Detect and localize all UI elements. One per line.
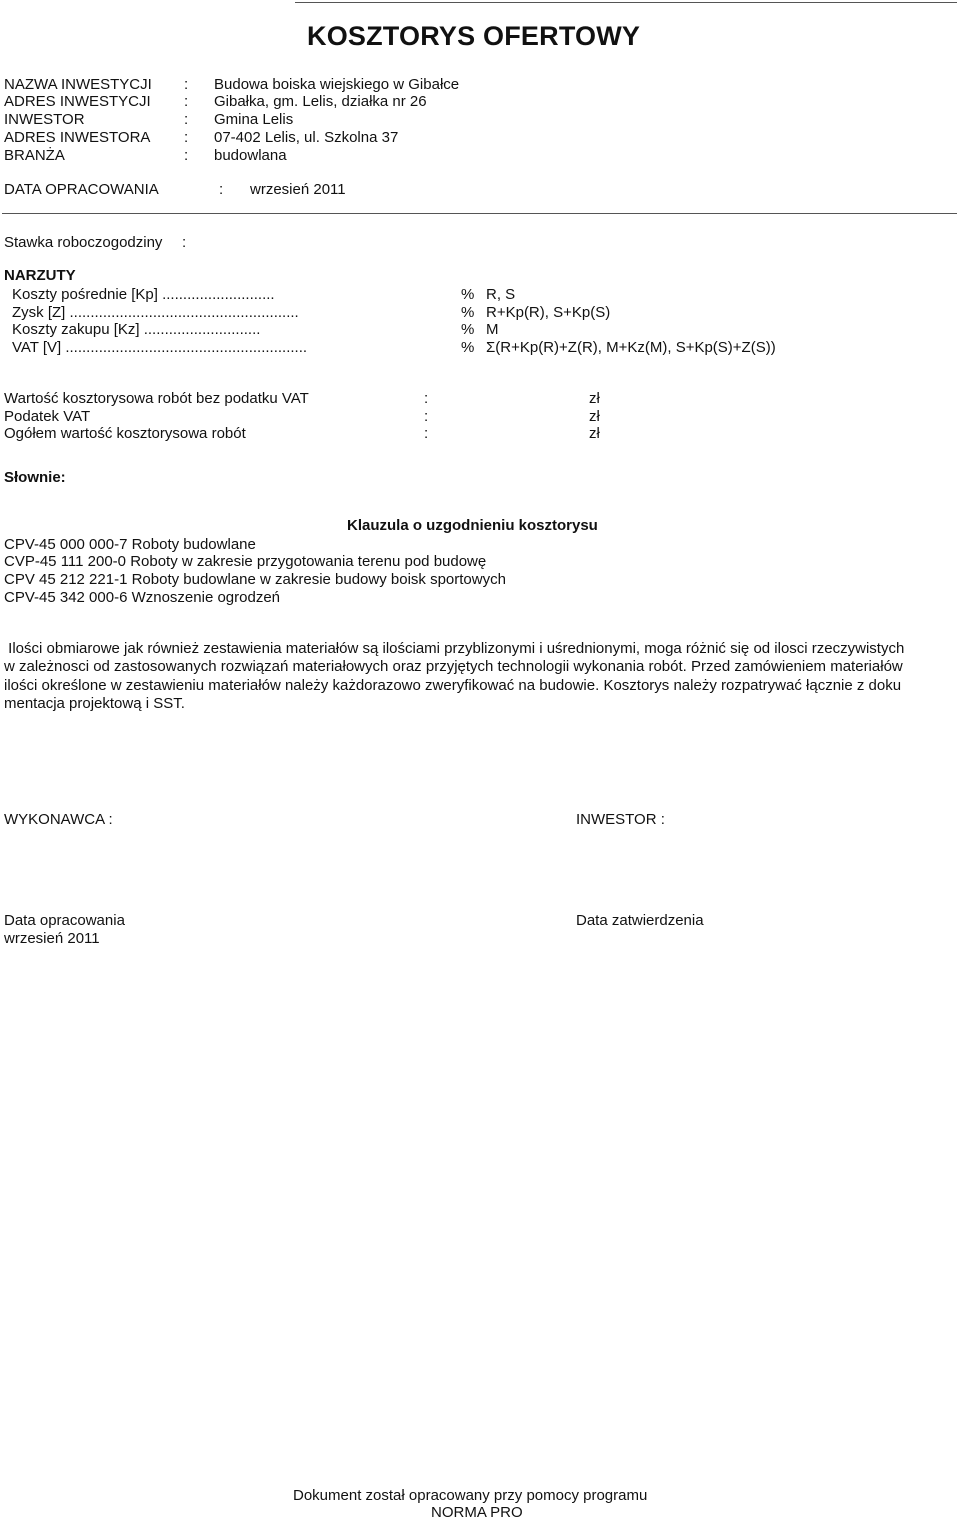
overhead-label: Zysk [Z] ....................................................... [12, 304, 299, 321]
overhead-label: VAT [V] .......................................................... [12, 339, 308, 356]
preparation-date-value: wrzesień 2011 [4, 930, 100, 947]
note-line: w zależnosci od zastosowanych rozwiązań materiałowych oraz przyjętych technologii wykonania robót. Przed zamówieniem materiałów [4, 658, 903, 675]
date-separator: : [219, 181, 224, 198]
field-separator: : [184, 147, 189, 164]
field-label: BRANŻA [4, 147, 65, 164]
overhead-unit: % [461, 339, 475, 356]
field-value: 07-402 Lelis, ul. Szkolna 37 [214, 129, 399, 146]
cpv-item: CVP-45 111 200-0 Roboty w zakresie przygotowania terenu pod budowę [4, 553, 487, 570]
value-label: Podatek VAT [4, 408, 91, 425]
overhead-basis: Σ(R+Kp(R)+Z(R), M+Kz(M), S+Kp(S)+Z(S)) [486, 339, 776, 356]
section-rule [2, 213, 957, 214]
overhead-unit: % [461, 321, 475, 338]
footer-program-name: NORMA PRO [431, 1504, 523, 1521]
field-label: INWESTOR [4, 111, 85, 128]
field-separator: : [184, 129, 189, 146]
field-separator: : [184, 76, 189, 93]
cpv-item: CPV-45 000 000-7 Roboty budowlane [4, 536, 256, 553]
date-label: DATA OPRACOWANIA [4, 181, 159, 198]
contractor-label: WYKONAWCA : [4, 811, 113, 828]
overhead-basis: R, S [486, 286, 516, 303]
value-unit: zł [589, 425, 600, 442]
overheads-heading: NARZUTY [4, 267, 76, 284]
note-line: mentacja projektową i SST. [4, 695, 185, 712]
approval-date-label: Data zatwierdzenia [576, 912, 704, 929]
value-separator: : [424, 425, 429, 442]
note-line: Ilości obmiarowe jak również zestawienia materiałów są ilościami przyblizonymi i uśrednionymi, moga różnić się od ilosci rzeczywistych [4, 640, 905, 657]
note-line: ilości określone w zestawieniu materiałów należy każdorazowo zweryfikować na budowie. Kosztorys należy rozpatrywać łącznie z doku [4, 677, 902, 694]
field-value: budowlana [214, 147, 287, 164]
document-title: KOSZTORYS OFERTOWY [307, 21, 641, 51]
value-label: Wartość kosztorysowa robót bez podatku VAT [4, 390, 309, 407]
in-words-label: Słownie: [4, 469, 66, 486]
clause-heading: Klauzula o uzgodnieniu kosztorysu [347, 517, 598, 534]
footer-line: Dokument został opracowany przy pomocy programu [293, 1487, 648, 1504]
field-separator: : [184, 111, 189, 128]
field-label: NAZWA INWESTYCJI [4, 76, 152, 93]
rate-separator: : [182, 234, 187, 251]
cpv-item: CPV 45 212 221-1 Roboty budowlane w zakresie budowy boisk sportowych [4, 571, 506, 588]
date-value: wrzesień 2011 [250, 181, 346, 198]
overhead-unit: % [461, 286, 475, 303]
field-label: ADRES INWESTORA [4, 129, 151, 146]
overhead-basis: M [486, 321, 499, 338]
overhead-label: Koszty pośrednie [Kp] ........................... [12, 286, 275, 303]
overhead-unit: % [461, 304, 475, 321]
field-separator: : [184, 93, 189, 110]
cpv-item: CPV-45 342 000-6 Wznoszenie ogrodzeń [4, 589, 281, 606]
value-separator: : [424, 408, 429, 425]
investor-label: INWESTOR : [576, 811, 665, 828]
top-rule [295, 2, 957, 3]
overhead-label: Koszty zakupu [Kz] ............................ [12, 321, 261, 338]
value-label: Ogółem wartość kosztorysowa robót [4, 425, 246, 442]
value-separator: : [424, 390, 429, 407]
field-label: ADRES INWESTYCJI [4, 93, 151, 110]
preparation-date-label: Data opracowania [4, 912, 125, 929]
field-value: Budowa boiska wiejskiego w Gibałce [214, 76, 460, 93]
field-value: Gibałka, gm. Lelis, działka nr 26 [214, 93, 427, 110]
field-value: Gmina Lelis [214, 111, 294, 128]
overhead-basis: R+Kp(R), S+Kp(S) [486, 304, 611, 321]
rate-label: Stawka roboczogodziny [4, 234, 163, 251]
value-unit: zł [589, 390, 600, 407]
value-unit: zł [589, 408, 600, 425]
